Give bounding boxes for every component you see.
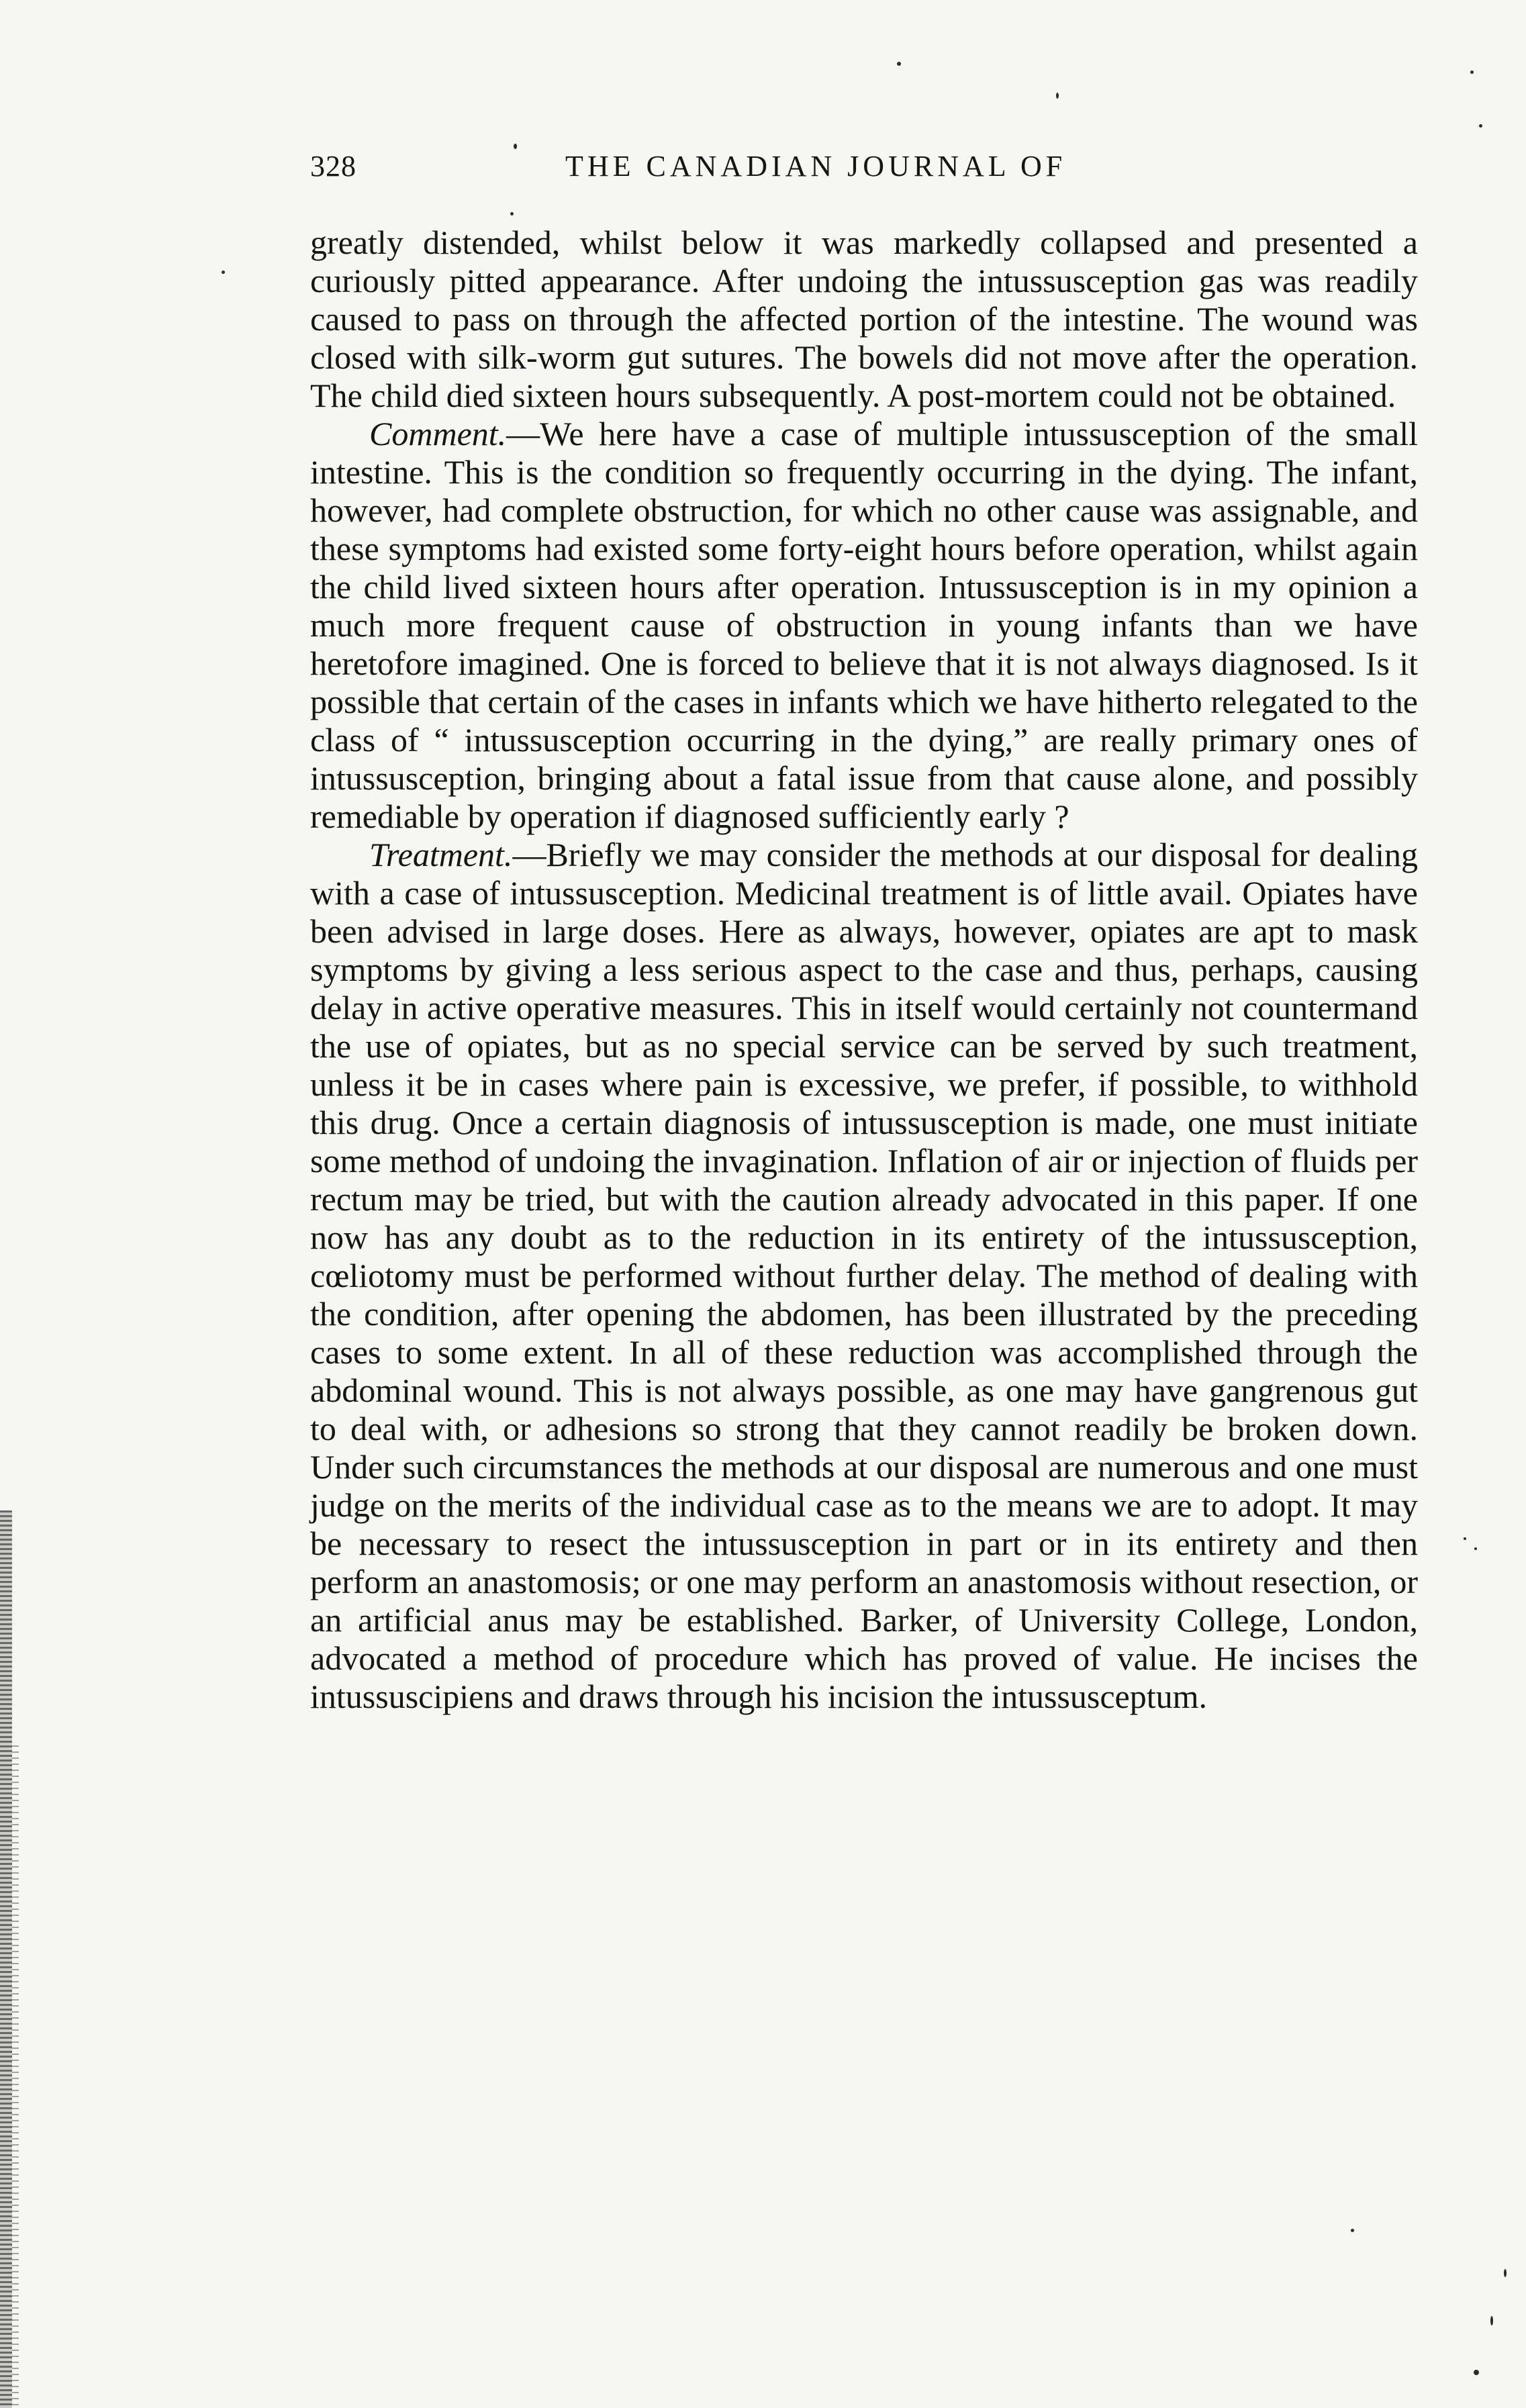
running-head: THE CANADIAN JOURNAL OF [565, 150, 1067, 183]
ink-speck [1474, 2370, 1479, 2375]
page-number: 328 [310, 150, 356, 183]
article-body [310, 224, 1418, 1716]
binding-edge-shadow [0, 1510, 12, 2408]
ink-speck [1479, 124, 1482, 128]
ink-speck [1504, 2269, 1507, 2277]
page-header [310, 149, 1418, 196]
paragraph-text: —We here have a case of multiple intussusception of the small intestine. This is the condition so frequently occurring in the dying. The infant, however, had complete obstruction, for which no other cause was assignable, and these symptoms had existed some forty-eight hours before operation, whilst again the child lived sixteen hours after operation. Intussusception is in my opinion a much more frequent cause of obstruction in young infants than we have heretofore imagined. One is forced to believe that it is not always diagnosed. Is it possible that certain of the cases in infants which we have hitherto relegated to the class of “ intussusception occurring in the dying,” are really primary ones of intussusception, bringing about a fatal issue from that cause alone, and possibly remediable by operation if diagnosed sufficiently early ? [310, 415, 1418, 835]
ink-speck [1464, 1537, 1466, 1540]
paragraph-lead-in: Treatment. [369, 836, 513, 873]
paragraph-treatment [310, 836, 1418, 1716]
ink-speck [510, 212, 514, 215]
ink-speck [514, 144, 517, 149]
paragraph-comment [310, 415, 1418, 836]
ink-speck [1490, 2316, 1493, 2325]
paragraph-lead-in: Comment. [369, 415, 507, 452]
binding-edge-stitching [12, 1745, 19, 2408]
paragraph-continuation [310, 224, 1418, 415]
ink-speck [1056, 93, 1059, 99]
ink-speck [222, 271, 225, 274]
paragraph-text: —Briefly we may consider the methods at our disposal for dealing with a case of intussusception. Medicinal treatment is of little avail. Opiates have been advised in large doses. Here as always, however, opiates are apt to mask symptoms by giving a less serious aspect to the case and thus, perhaps, causing delay in active operative measures. This in itself would certainly not countermand the use of opiates, but as no special service can be served by such treatment, unless it be in cases where pain is excessive, we prefer, if possible, to withhold this drug. Once a certain diagnosis of intussusception is made, one must initiate some method of undoing the invagination. Inflation of air or injection of fluids per rectum may be tried, but with the caution already advocated in this paper. If one now has any doubt as to the reduction in its entirety of the intussusception, cœliotomy must be performed without further delay. The method of dealing with the condition, after opening the abdomen, has been illustrated by the preceding cases to some extent. In all of these reduction was accomplished through the abdominal wound. This is not always possible, as one may have gangrenous gut to deal with, or adhesions so strong that they cannot readily be broken down. Under such circumstances the methods at our disposal are numerous and one must judge on the merits of the individual case as to the means we are to adopt. It may be necessary to resect the intussusception in part or in its entirety and then perform an anastomosis; or one may perform an anastomosis without resection, or an artificial anus may be established. Barker, of University College, London, advocated a method of procedure which has proved of value. He incises the intussuscipiens and draws through his incision the intussusceptum. [310, 836, 1418, 1715]
ink-speck [897, 62, 901, 66]
ink-speck [1474, 1547, 1477, 1550]
ink-speck [1351, 2229, 1354, 2232]
ink-speck [1470, 70, 1474, 74]
paragraph-text: greatly distended, whilst below it was markedly collapsed and presented a curiously pitted appearance. After undoing the intussusception gas was readily caused to pass on through the affected portion of the intestine. The wound was closed with silk-worm gut sutures. The bowels did not move after the operation. The child died sixteen hours subsequently. A post-mortem could not be obtained. [310, 224, 1418, 414]
